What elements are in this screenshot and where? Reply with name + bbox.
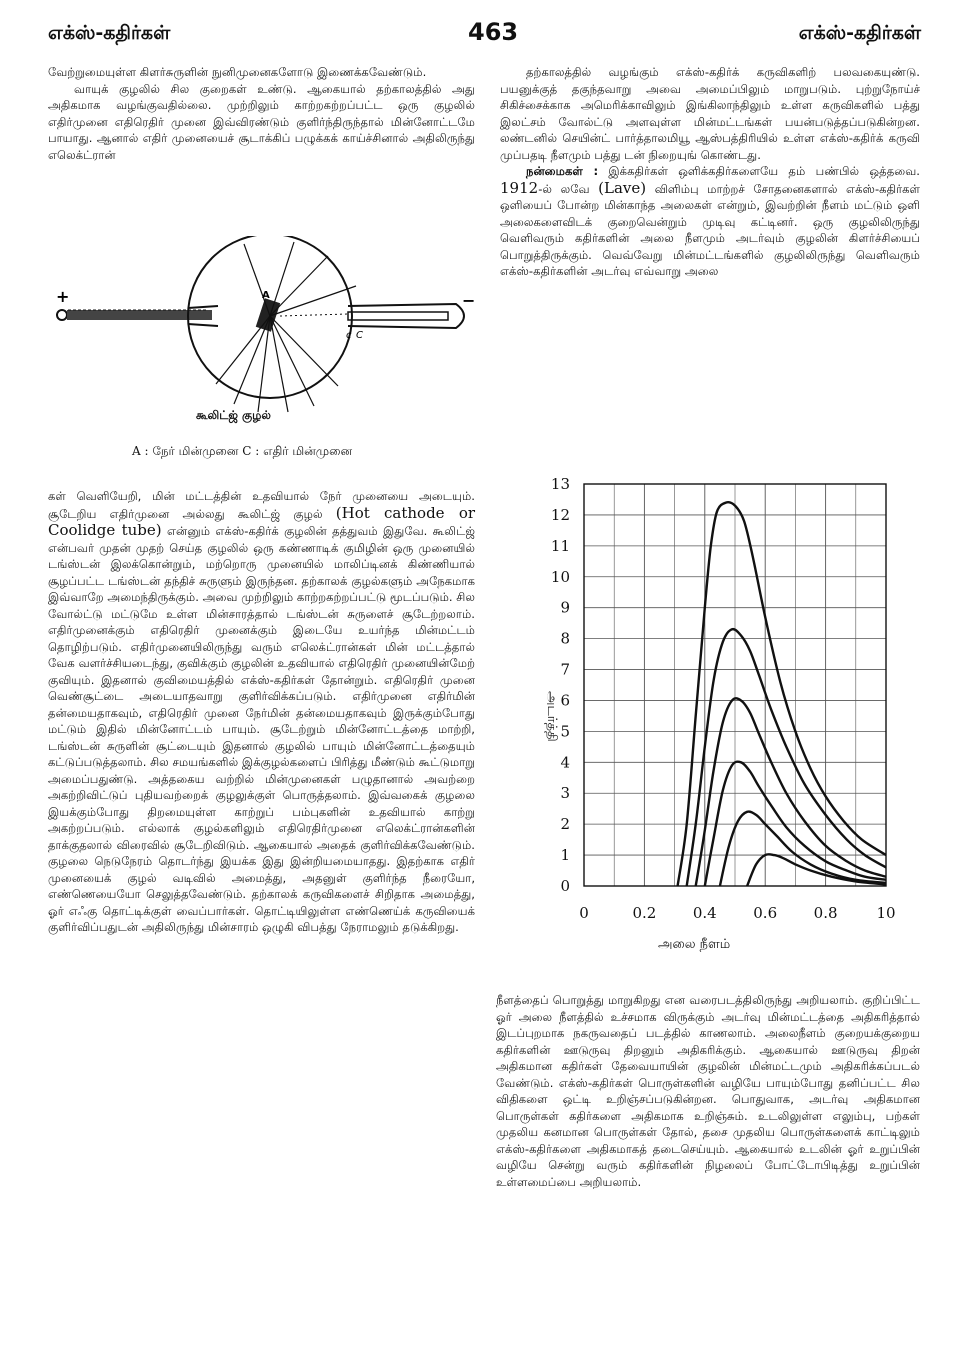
y-tick-label: 13 (550, 475, 570, 493)
y-axis-title: அடர்த்தி (544, 691, 559, 742)
right-column-top (500, 64, 920, 280)
y-tick-label: 3 (560, 784, 570, 803)
label-c-small: c (346, 330, 352, 341)
right-column-bottom (496, 992, 920, 1190)
curve-series-3 (696, 698, 886, 886)
minus-sign: − (462, 291, 476, 310)
y-tick-labels (551, 475, 570, 895)
chart-curves (678, 502, 886, 886)
x-tick-label: 0 (579, 904, 589, 922)
cathode-neck (348, 304, 464, 328)
x-tick-label: 0.6 (753, 904, 778, 922)
y-tick-label: 5 (560, 722, 570, 741)
paragraph (500, 163, 920, 280)
y-tick-label: 0 (560, 877, 570, 895)
y-tick-label: 8 (560, 629, 570, 648)
figure-caption: கூலிட்ஜ் குழல் (196, 408, 271, 422)
intensity-wavelength-chart (496, 466, 936, 966)
paragraph: வாயுக் குழலில் சில குறைகள் உண்டு. ஆகையால் தற்காலத்தில் அது அதிகமாக வழங்குவதில்லை. முற்றிலும் காற்றகற்றப்பட்ட ஒரு குழலில் எதிர்முனை எதிரெதிர் முனை இவ்விரண்டும் குளிர்ந்திருந்தால் மின்னோட்டமே பாயாது. ஆனால் எதிர் முனையைச் சூடாக்கிப் பழுக்கக் காய்ச்சினால் அதிலிருந்து எலெக்ட்ரான் (48, 81, 475, 162)
latin-term: (Lave) (598, 178, 647, 197)
cathode-filament (348, 312, 448, 320)
anode-terminal (57, 310, 67, 320)
section-label: நன்மைகள் : (526, 164, 599, 178)
text-run: இக்கதிர்கள் ஒளிக்கதிர்களையே தம் பண்பில் ஒத்தவை. (608, 164, 920, 178)
x-axis-title: அலை நீளம் (658, 937, 731, 952)
y-tick-label: 10 (550, 567, 570, 586)
x-tick-label: 0.4 (692, 904, 717, 922)
curve-series-1 (678, 502, 886, 886)
x-tick-labels (579, 904, 895, 922)
x-tick-label: 10 (876, 904, 896, 922)
paragraph: தற்காலத்தில் வழங்கும் எக்ஸ்-கதிர்க் கருவிகளிற் பலவகையுண்டு. பயனுக்குத் தகுந்தவாறு அவை அமைப்பிலும் மாறுபடும். புற்றுநோய்ச் சிகிச்சைக்காக அமெரிக்காவிலும் இங்கிலாந்திலும் உள்ள கருவிகளில் பத்து இலட்சம் வோல்ட்டு அளவுள்ள மின்மட்டங்கள் பயன்படுத்தப்படுகின்றன. லண்டனில் செயின்ட் பார்த்தாலமியூ ஆஸ்பத்திரியில் உள்ள எக்ஸ்-கதிர்க் கருவி முப்பதடி நீளமும் பத்து டன் நிறையுங் கொண்டது. (500, 65, 920, 162)
y-tick-label: 2 (560, 815, 570, 834)
y-tick-label: 6 (560, 691, 570, 710)
paragraph: நீளத்தைப் பொறுத்து மாறுகிறது என வரைபடத்திலிருந்து அறியலாம். குறிப்பிட்ட ஓர் அலை நீளத்தில் உச்சமாக விருக்கும் அடர்வு மின்மட்டத்தை அதிகரித்தால் இடப்புறமாக நகருவதைப் படத்தில் காணலாம். அலைநீளம் குறையக்குறைய கதிர்களின் ஊடுருவு திறனும் அதிகரிக்கும். ஆகையால் ஊடுருவு திறன் அதிகமான கதிர்கள் தேவையாயின் குழலின் மின்மட்டமும் அதிகரிக்கப்படல் வேண்டும். எக்ஸ்-கதிர்கள் பொருள்களின் வழியே பாயும்போது தனிப்பட்ட சில விதிகளை ஒட்டி உறிஞ்சப்படுகின்றன. பொதுவாக, அடர்வு அதிகமான பொருள்கள் கதிர்களை அதிகமாக உறிஞ்சும். உடலிலுள்ள எலும்பு, பற்கள் முதலிய கனமான பொருள்கள் தோல், தசை முதலிய பொருள்களைக் காட்டிலும் எக்ஸ்-கதிர்களை அதிகமாகத் தடைசெய்யும். ஆகையால் உடலின் ஓர் உறுப்பின் வழியே சென்று வரும் கதிர்களின் நிழலைப் போட்டோபிடித்து உறுப்பின் உள்ளமைப்பை அறியலாம். (496, 993, 920, 1189)
y-tick-label: 1 (560, 846, 570, 865)
left-column-bottom (48, 488, 475, 936)
latin-term: (Hot cathode or Coolidge tube) (48, 503, 476, 539)
text-run: விளிம்பு மாற்றச் சோதனைகளால் எக்ஸ்-கதிர்கள் ஒளியைப் போன்ற மின்காந்த அலைகள் என்றும், இவற்றின் நீளம் மட்டும் ஒளி அலைகளைவிடக் குறைவென்றும் முடிவு கட்டினர். ஒரு குழலிலிருந்து வெளிவரும் கதிர்களின் அலை நீளமும் அடர்வும் குழலின் கிளர்ச்சியைப் பொறுத்திருக்கும். வெவ்வேறு மின்மட்டங்களில் குழலிலிருந்து வெளிவரும் எக்ஸ்-கதிர்களின் அடர்வு எவ்வாறு அலை (500, 181, 921, 278)
text-run: என்னும் எக்ஸ்-கதிர்க் குழலின் தத்துவம் இதுவே. கூலிட்ஜ் என்பவர் முதன் முதற் செய்த குழலில் ஒரு கண்ணாடிக் குமிழின் ஒரு முனையில் டங்ஸ்டன் இலக்கொன்றும், மற்றொரு முனையில் மாலிப்டினக் கிண்ணியால் சூழப்பட்ட டங்ஸ்டன் தந்திச் சுருளும் இருந்தன. தற்காலக் குழல்களும் அநேகமாக இவ்வாறே அமைந்திருக்கும். அவை முற்றிலும் காற்றகற்றப்பட்டு மூடப்படும். சில வோல்ட்டு மட்டுமே உள்ள மின்சாரத்தால் டங்ஸ்டன் சுருளைச் சூடேற்றலாம். எதிர்முனைக்கும் எதிரெதிர் முனைக்கும் இடையே உயர்ந்த மின்மட்டம் தொழிற்படும். எதிர்முனையிலிருந்து வரும் எலெக்ட்ரான்கள் மின் மட்டத்தால் வேக வளர்ச்சியடைந்து, குவிக்கும் குழலின் உதவியால் எதிரெதிர் முனையின்மேற் குவியும். இதனால் குவிமையத்தில் எக்ஸ்-கதிர்கள் தோன்றும். எதிரெதிர் முனை வெண்சூட்டை அடையாதவாறு குளிர்விக்கப்படும். எதிர்முனை எதிர்மின் தன்மையதாகவும், எதிரெதிர் முனை நேர்மின் தன்மையதாகவும் இருக்கும்போது மட்டும் இதில் மின்னோட்டம் பாயும். சூடேற்றும் மின்னோட்டத்தை மாற்றி, டங்ஸ்டன் சுருளின் சூட்டையும் இதனால் குழலில் பாயும் மின்னோட்டத்தையும் கட்டுப்படுத்தலாம். சில சமயங்களில் இக்குழல்களைப் பிரித்து மீண்டும் கூட்டுமாறு அமைப்பதுண்டு. அத்தகைய வற்றில் மின்முனைகள் பழுதானால் அவற்றை அகற்றிவிட்டுப் புதியவற்றைக் குழலுக்குள் பொருத்தலாம். இவ்வகைக் குழலை இயக்கும்போது திறமையுள்ள காற்றுப் பம்புகளின் உதவியால் காற்று அகற்றப்படும். எல்லாக் குழல்களிலும் எதிரெதிர்முனை எலெக்ட்ரான்களின் தாக்குதலால் விரைவில் சூடேறிவிடும். ஆகையால் அதைக் குளிர்விக்கவேண்டும். குழலை நெடுநேரம் தொடர்ந்து இயக்க இது இன்றியமையாதது. இதற்காக எதிர் முனையைக் குழல் வடிவில் அமைத்து, அதனுள் குளிர்ந்த நீரையோ, எண்ணெயையோ செலுத்தவேண்டும். தற்காலக் கருவிகளைச் சிறிதாக அமைத்து, ஓர் எஃகு தொட்டிக்குள் வைப்பார்கள். தொட்டியிலுள்ள எண்ணெய்க் கருவியைக் குளிர்விப்பதுடன் அதிலிருந்து மின்சாரம் ஒழுகி விபத்து நேராமலும் தடுக்கிறது. (48, 524, 475, 934)
y-tick-label: 4 (560, 753, 570, 772)
y-tick-label: 11 (550, 536, 570, 555)
y-tick-label: 12 (550, 505, 570, 524)
anode-target (256, 298, 280, 331)
label-c: C (356, 330, 363, 341)
coolidge-tube-diagram (48, 236, 478, 416)
running-title-left: எக்ஸ்-கதிர்கள் (48, 22, 171, 44)
page-header (48, 18, 921, 52)
paragraph: வேற்றுமையுள்ள கிளர்சுருளின் நுனிமுனைகளோடு இணைக்கவேண்டும். (48, 65, 427, 79)
x-tick-label: 0.8 (813, 904, 838, 922)
plus-sign: + (56, 287, 70, 306)
year: 1912 (500, 178, 539, 197)
text-run: கள் வெளியேறி, மின் மட்டத்தின் உதவியால் நேர் முனையை அடையும். சூடேறிய எதிர்முனை அல்லது கூலிட்ஜ் குழல் (48, 489, 475, 521)
y-tick-label: 7 (560, 660, 570, 679)
x-tick-label: 0.2 (632, 904, 657, 922)
page-number: 463 (468, 18, 519, 46)
anode-stem (67, 310, 212, 320)
running-title-right: எக்ஸ்-கதிர்கள் (798, 22, 921, 44)
paragraph (48, 488, 475, 936)
label-a: A (262, 290, 270, 301)
text-run: -ல் லவே (538, 181, 590, 196)
left-column-top (48, 64, 475, 163)
figure-legend: A : நேர் மின்முனை C : எதிர் மின்முனை (132, 444, 353, 458)
y-tick-label: 9 (560, 598, 570, 617)
